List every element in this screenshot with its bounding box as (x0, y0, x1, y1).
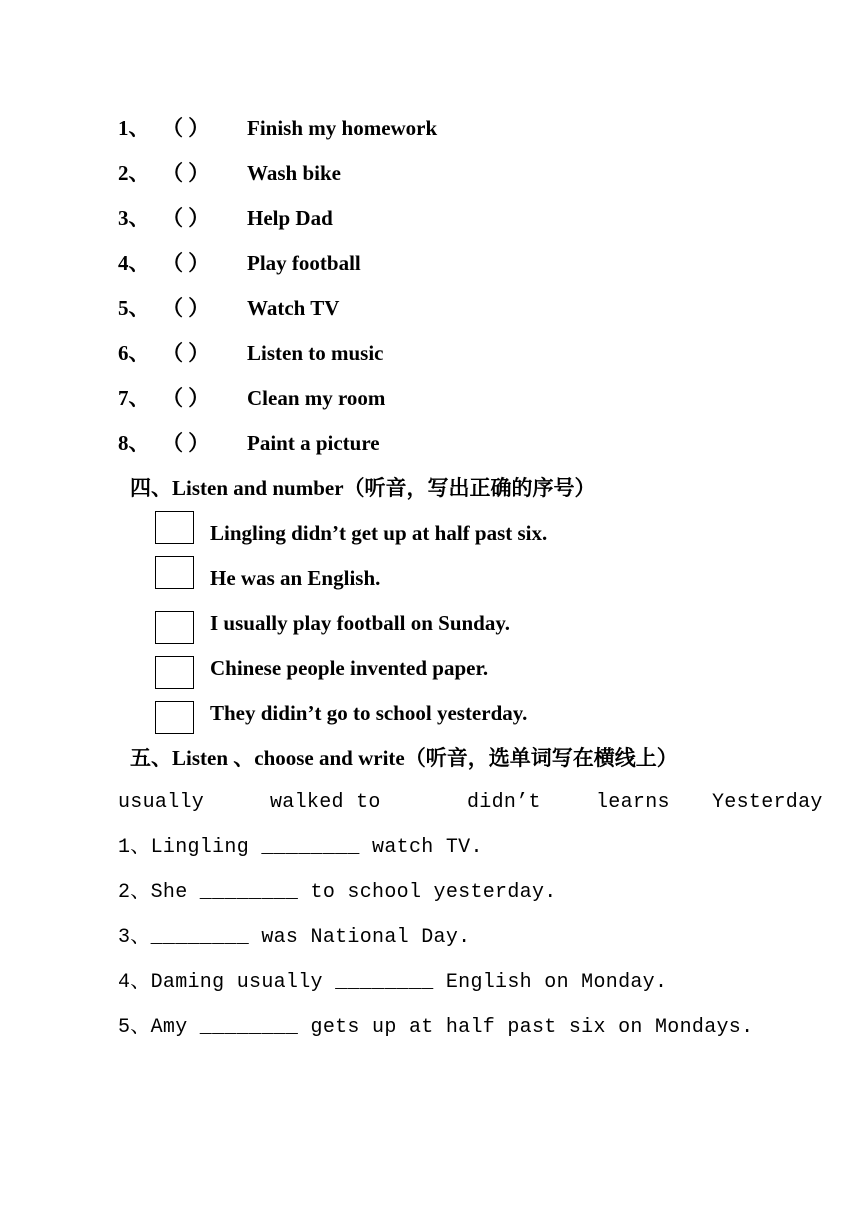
sentence-text: I usually play football on Sunday. (210, 611, 510, 635)
word-bank-item: learns (596, 791, 670, 814)
item-number: 2、 (118, 161, 150, 185)
sentence-text: 2、She ________ to school yesterday. (118, 881, 557, 904)
item-number: 1、 (118, 116, 150, 140)
answer-parentheses: （ ） (162, 161, 210, 185)
item-text: Paint a picture (247, 431, 380, 455)
word-bank-item: didn’t (467, 791, 541, 814)
word-bank-item: Yesterday (712, 791, 823, 814)
sentence-text: He was an English. (210, 566, 381, 590)
answer-parentheses: （ ） (162, 206, 210, 230)
sentence-text: 4、Daming usually ________ English on Monday. (118, 971, 668, 994)
item-text: Watch TV (247, 296, 340, 320)
section-4-heading: 四、Listen and number（听音，写出正确的序号） (130, 476, 596, 500)
answer-box[interactable] (155, 656, 194, 689)
item-number: 3、 (118, 206, 150, 230)
sentence-text: Chinese people invented paper. (210, 656, 489, 680)
answer-parentheses: （ ） (162, 116, 210, 140)
section-5-heading: 五、Listen 、choose and write（听音，选单词写在横线上） (130, 746, 678, 770)
item-text: Clean my room (247, 386, 386, 410)
sentence-text: Lingling didn’t get up at half past six. (210, 521, 548, 545)
item-number: 6、 (118, 341, 150, 365)
answer-box[interactable] (155, 511, 194, 544)
answer-parentheses: （ ） (162, 431, 210, 455)
answer-parentheses: （ ） (162, 386, 210, 410)
answer-parentheses: （ ） (162, 296, 210, 320)
item-text: Listen to music (247, 341, 384, 365)
item-number: 7、 (118, 386, 150, 410)
word-bank-item: walked to (270, 791, 381, 814)
item-number: 5、 (118, 296, 150, 320)
item-number: 8、 (118, 431, 150, 455)
answer-box[interactable] (155, 611, 194, 644)
sentence-text: They didin’t go to school yesterday. (210, 701, 528, 725)
answer-parentheses: （ ） (162, 341, 210, 365)
item-text: Wash bike (247, 161, 341, 185)
sentence-text: 3、________ was National Day. (118, 926, 471, 949)
item-text: Finish my homework (247, 116, 438, 140)
item-number: 4、 (118, 251, 150, 275)
word-bank-item: usually (118, 791, 205, 814)
answer-box[interactable] (155, 556, 194, 589)
sentence-text: 1、Lingling ________ watch TV. (118, 836, 483, 859)
answer-parentheses: （ ） (162, 251, 210, 275)
item-text: Play football (247, 251, 361, 275)
sentence-text: 5、Amy ________ gets up at half past six on Mondays. (118, 1016, 754, 1039)
item-text: Help Dad (247, 206, 333, 230)
answer-box[interactable] (155, 701, 194, 734)
